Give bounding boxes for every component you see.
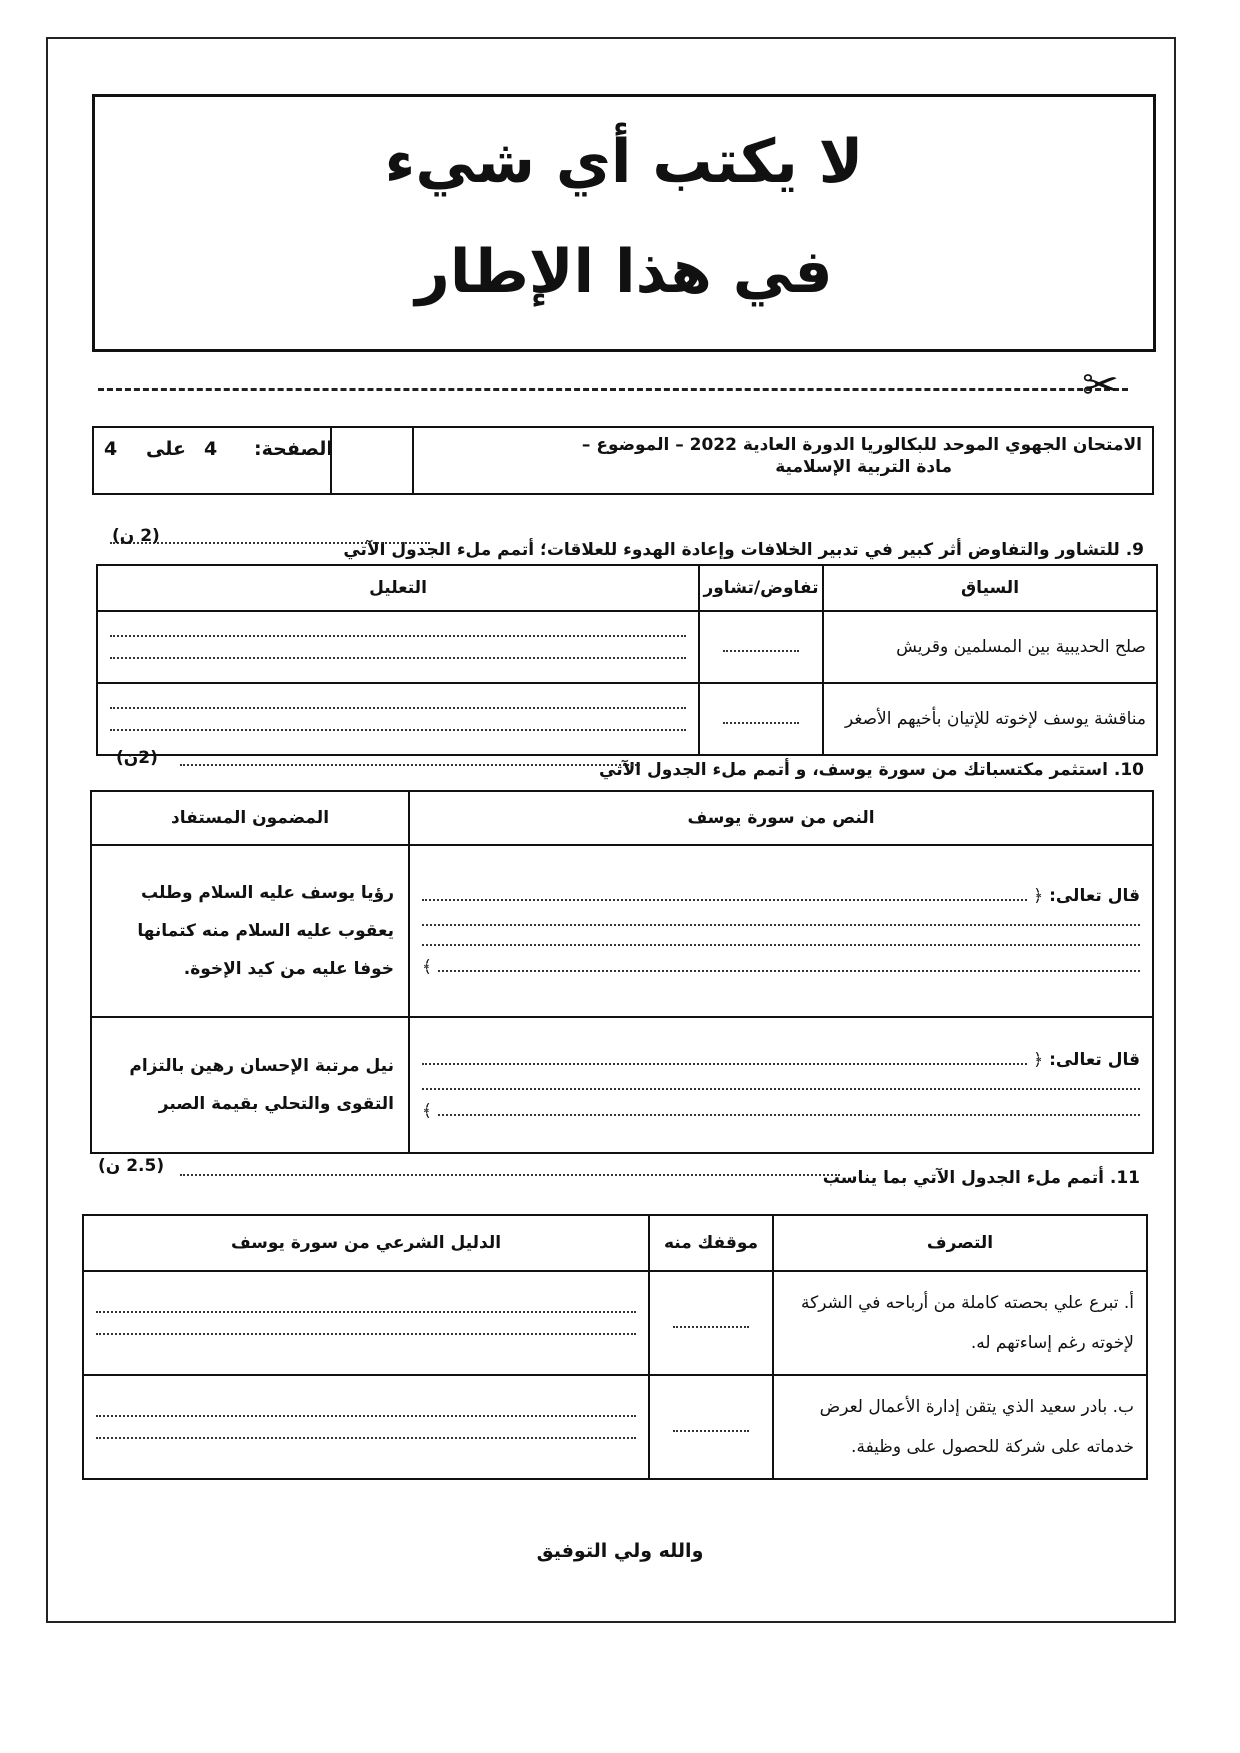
table-row [97,611,1157,683]
q11-action-1: أ. تبرع علي بحصته كاملة من أرباحه في الشركة لإخوته رغم إساءتهم له. [773,1271,1147,1375]
q11-text [823,1168,1140,1188]
q10-text [599,760,1144,780]
q10-header-content: المضمون المستفاد [91,791,409,845]
q10-points: (2ن) [116,748,158,768]
exam-title-line-2: مادة التربية الإسلامية [775,457,952,477]
q9-text [343,540,1144,560]
open-bracket: ﴿ [1033,886,1044,906]
q9-type-answer-2[interactable] [699,683,823,755]
q11-header-action: التصرف [773,1215,1147,1271]
verse-prefix: قال تعالى: [1049,885,1140,906]
close-bracket: ﴾ [422,1101,432,1121]
banner-line-2: في هذا الإطار [415,237,833,307]
q9-points: (2 ن) [112,526,160,546]
q9-context-1: صلح الحديبية بين المسلمين وقريش [823,611,1157,683]
q9-header-context: السياق [823,565,1157,611]
q11-points: (2.5 ن) [98,1156,165,1176]
q11-stance-answer-2[interactable] [649,1375,773,1479]
exam-title [424,434,1142,478]
exam-title-line-1: الامتحان الجهوي الموحد للبكالوريا الدورة العادية 2022 – الموضوع – [581,435,1142,455]
exam-header [92,426,1154,495]
q9-context-2: مناقشة يوسف لإخوته للإتيان بأخيهم الأصغر [823,683,1157,755]
q10-leader [180,752,640,766]
q11-evidence-answer-2[interactable] [83,1375,649,1479]
cut-line [98,388,1128,391]
q9-prompt: 9. للتشاور والتفاوض أثر كبير في تدبير الخلافات وإعادة الهدوء للعلاقات؛ أتمم ملء الجدول الآتي [343,540,1144,560]
q11-action-2: ب. بادر سعيد الذي يتقن إدارة الأعمال لعرض خدماته على شركة للحصول على وظيفة. [773,1375,1147,1479]
open-bracket: ﴿ [1033,1050,1044,1070]
q11-header-stance: موقفك منه [649,1215,773,1271]
table-row [97,683,1157,755]
q11-evidence-answer-1[interactable] [83,1271,649,1375]
q10-verse-answer-1[interactable] [409,845,1153,1017]
table-row [91,845,1153,1017]
q11-header-evidence: الدليل الشرعي من سورة يوسف [83,1215,649,1271]
page-number: 4 [204,438,218,460]
table-row [91,1017,1153,1153]
q9-reason-answer-1[interactable] [97,611,699,683]
closing-line: والله ولي التوفيق [536,1540,704,1562]
q10-content-1: رؤيا يوسف عليه السلام وطلب يعقوب عليه السلام منه كتمانها خوفا عليه من كيد الإخوة. [91,845,409,1017]
q10-verse-answer-2[interactable] [409,1017,1153,1153]
verse-prefix: قال تعالى: [1049,1049,1140,1070]
table-row [83,1271,1147,1375]
q9-reason-answer-2[interactable] [97,683,699,755]
table-row [83,1375,1147,1479]
q11-prompt: 11. أتمم ملء الجدول الآتي بما يناسب [822,1168,1140,1188]
q11-leader [180,1162,840,1176]
do-not-write-box [92,94,1156,352]
q9-type-answer-1[interactable] [699,611,823,683]
q10-prompt: 10. استثمر مكتسباتك من سورة يوسف، و أتمم ملء الجدول الآتي [599,760,1144,780]
scissors-icon: ✂ [1082,360,1119,411]
q9-header-reason: التعليل [97,565,699,611]
banner-line-1: لا يكتب أي شيء [384,127,864,197]
q10-header-text: النص من سورة يوسف [409,791,1153,845]
q11-table [82,1214,1148,1480]
q10-table [90,790,1154,1154]
of-label: على [146,438,186,460]
page-label: الصفحة: [254,438,333,460]
total-pages: 4 [104,438,118,460]
q10-content-2: نيل مرتبة الإحسان رهين بالتزام التقوى والتحلي بقيمة الصبر [91,1017,409,1153]
q9-table [96,564,1158,756]
close-bracket: ﴾ [422,957,432,977]
q11-stance-answer-1[interactable] [649,1271,773,1375]
q9-header-type: تفاوض/تشاور [699,565,823,611]
